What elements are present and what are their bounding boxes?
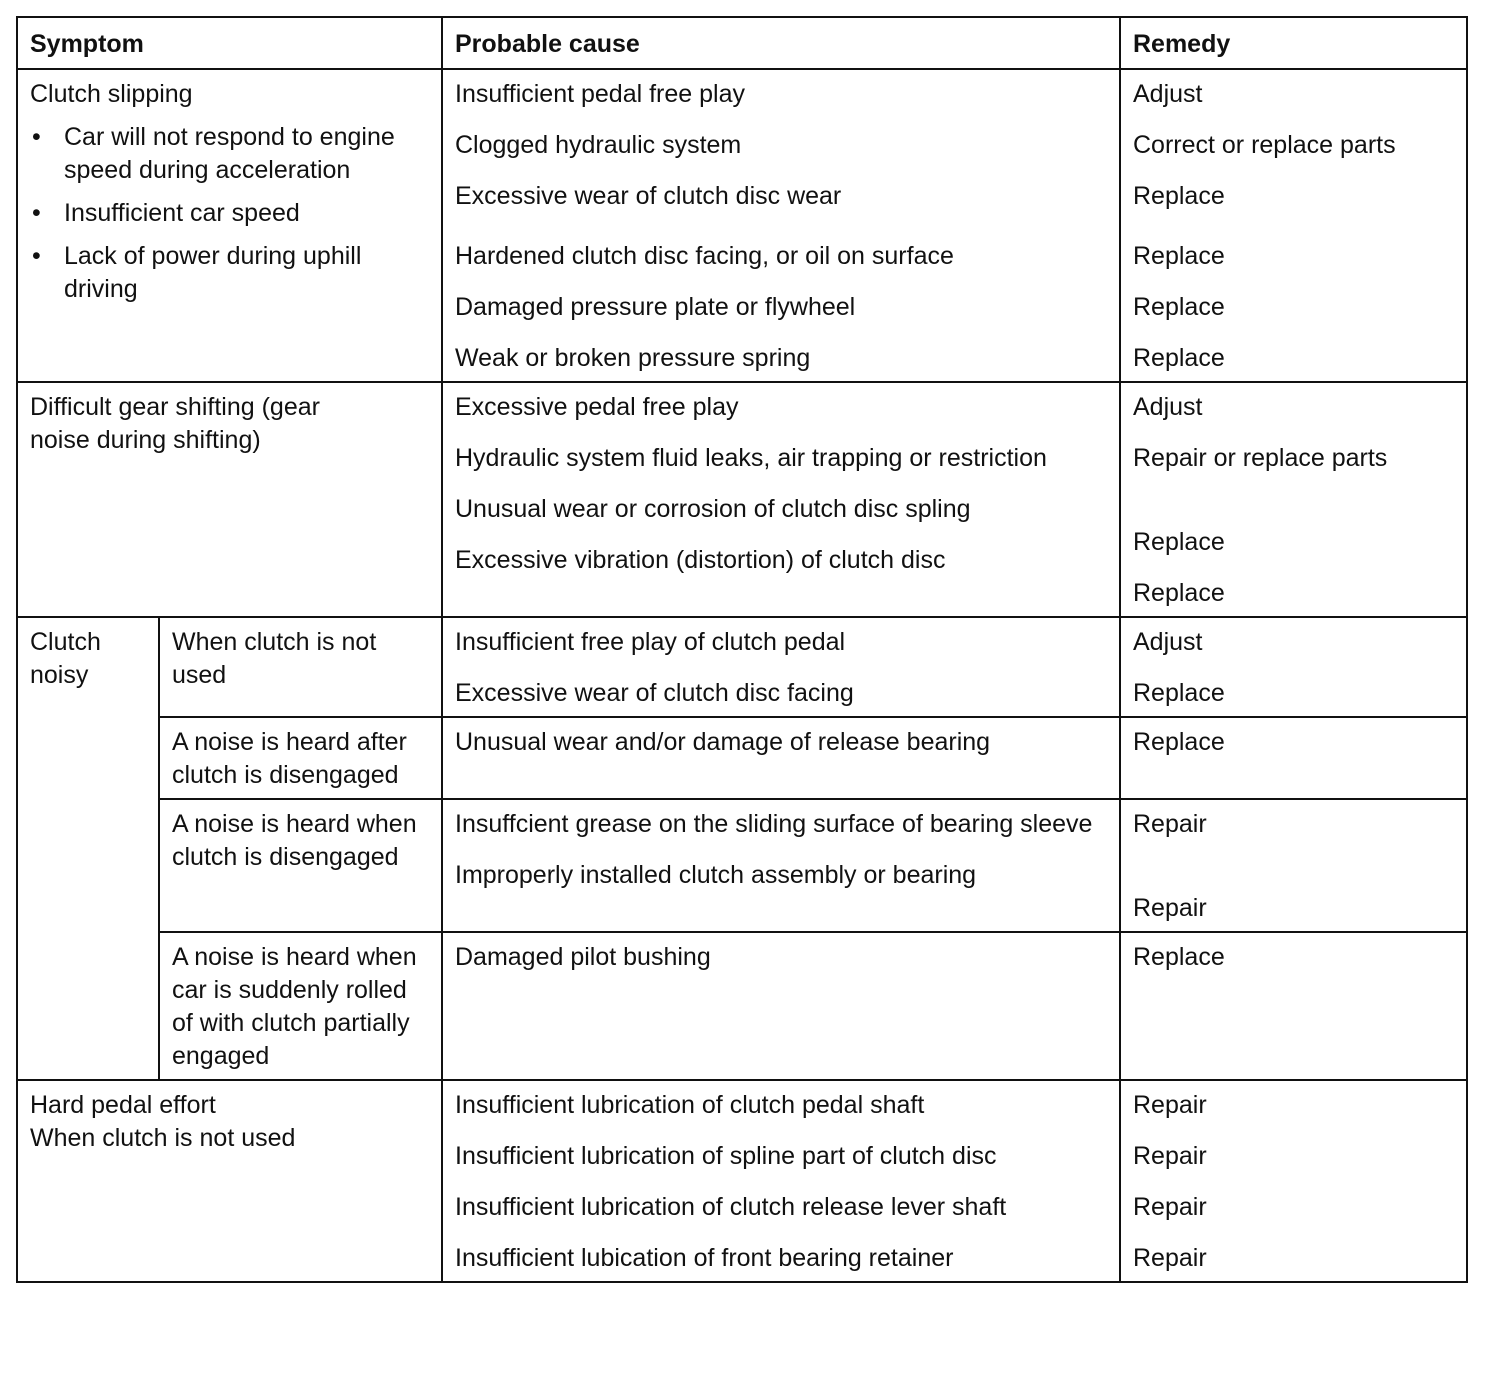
symptom-subtitle: When clutch is not used	[30, 1124, 296, 1152]
table-row	[17, 69, 1467, 382]
symptom-title: Clutch slipping	[30, 80, 193, 108]
cause-item: Unusual wear and/or damage of release bearing	[455, 728, 991, 756]
cause-item: Insufficient free play of clutch pedal	[455, 628, 846, 656]
remedy-cell	[1120, 617, 1467, 717]
table-row	[17, 382, 1467, 617]
cause-cell	[442, 69, 1120, 382]
symptom-bullet: • Lack of power during uphill driving	[30, 240, 429, 306]
cause-item: Excessive wear of clutch disc facing	[455, 679, 854, 707]
table-row	[17, 717, 1467, 799]
cause-item: Damaged pressure plate or flywheel	[455, 293, 856, 321]
remedy-item: Adjust	[1133, 393, 1203, 421]
remedy-item: Repair or replace parts	[1133, 444, 1388, 472]
header-row	[17, 17, 1467, 69]
remedy-cell	[1120, 717, 1467, 799]
remedy-cell	[1120, 1080, 1467, 1282]
cause-item: Excessive vibration (distortion) of clutch disc	[455, 546, 946, 574]
remedy-item: Replace	[1133, 579, 1225, 607]
table-row	[17, 1080, 1467, 1282]
remedy-item: Correct or replace parts	[1133, 131, 1396, 159]
symptom-cell	[17, 617, 159, 1080]
symptom-bullet: • Car will not respond to engine speed during acceleration	[30, 121, 429, 187]
header-probable-cause: Probable cause	[442, 17, 1120, 69]
condition-cell	[159, 932, 442, 1080]
table-row	[17, 799, 1467, 932]
remedy-item: Repair	[1133, 1142, 1207, 1170]
remedy-item: Replace	[1133, 182, 1225, 210]
header-symptom: Symptom	[17, 17, 442, 69]
table-row	[17, 617, 1467, 717]
remedy-item: Repair	[1133, 894, 1207, 922]
remedy-item: Repair	[1133, 1244, 1207, 1272]
remedy-item: Adjust	[1133, 80, 1203, 108]
symptom-title: Hard pedal effort	[30, 1091, 216, 1119]
remedy-item: Replace	[1133, 344, 1225, 372]
symptom-bullet: • Insufficient car speed	[30, 197, 429, 230]
table-row	[17, 932, 1467, 1080]
cause-item: Unusual wear or corrosion of clutch disc spling	[455, 495, 971, 523]
cause-cell	[442, 799, 1120, 932]
symptom-cell	[17, 1080, 442, 1282]
cause-item: Clogged hydraulic system	[455, 131, 742, 159]
remedy-cell	[1120, 69, 1467, 382]
cause-item: Weak or broken pressure spring	[455, 344, 811, 372]
cause-cell	[442, 932, 1120, 1080]
header-remedy: Remedy	[1120, 17, 1467, 69]
cause-cell	[442, 1080, 1120, 1282]
troubleshooting-table	[16, 16, 1468, 1283]
cause-item: Damaged pilot bushing	[455, 943, 711, 971]
cause-item: Excessive wear of clutch disc wear	[455, 182, 842, 210]
cause-cell	[442, 717, 1120, 799]
remedy-item: Replace	[1133, 728, 1225, 756]
remedy-cell	[1120, 799, 1467, 932]
remedy-item: Repair	[1133, 1193, 1207, 1221]
cause-item: Hydraulic system fluid leaks, air trapping or restriction	[455, 444, 1047, 472]
condition-cell	[159, 799, 442, 932]
remedy-item: Replace	[1133, 679, 1225, 707]
symptom-title: Difficult gear shifting (gear noise during shifting)	[30, 393, 320, 454]
remedy-item: Replace	[1133, 528, 1225, 556]
remedy-cell	[1120, 932, 1467, 1080]
cause-item: Improperly installed clutch assembly or bearing	[455, 861, 977, 889]
cause-cell	[442, 617, 1120, 717]
cause-cell	[442, 382, 1120, 617]
condition-cell	[159, 717, 442, 799]
cause-item: Insufficient pedal free play	[455, 80, 746, 108]
cause-item: Insuffcient grease on the sliding surface of bearing sleeve	[455, 810, 1093, 838]
condition-text: A noise is heard when car is suddenly rolled of with clutch partially engaged	[172, 943, 417, 1070]
remedy-item: Replace	[1133, 242, 1225, 270]
symptom-cell	[17, 69, 442, 382]
remedy-item: Repair	[1133, 1091, 1207, 1119]
symptom-cell	[17, 382, 442, 617]
condition-text: When clutch is not used	[172, 628, 377, 689]
cause-item: Insufficient lubrication of clutch pedal shaft	[455, 1091, 925, 1119]
condition-cell	[159, 617, 442, 717]
condition-text: A noise is heard when clutch is disengaged	[172, 810, 417, 871]
condition-text: A noise is heard after clutch is disengaged	[172, 728, 407, 789]
cause-item: Insufficient lubrication of spline part of clutch disc	[455, 1142, 997, 1170]
remedy-item: Replace	[1133, 293, 1225, 321]
cause-item: Insufficient lubrication of clutch release lever shaft	[455, 1193, 1007, 1221]
cause-item: Excessive pedal free play	[455, 393, 739, 421]
remedy-item: Replace	[1133, 943, 1225, 971]
cause-item: Insufficient lubication of front bearing retainer	[455, 1244, 954, 1272]
remedy-cell	[1120, 382, 1467, 617]
remedy-item: Adjust	[1133, 628, 1203, 656]
cause-item: Hardened clutch disc facing, or oil on surface	[455, 242, 954, 270]
symptom-title: Clutch noisy	[30, 628, 101, 689]
remedy-item: Repair	[1133, 810, 1207, 838]
